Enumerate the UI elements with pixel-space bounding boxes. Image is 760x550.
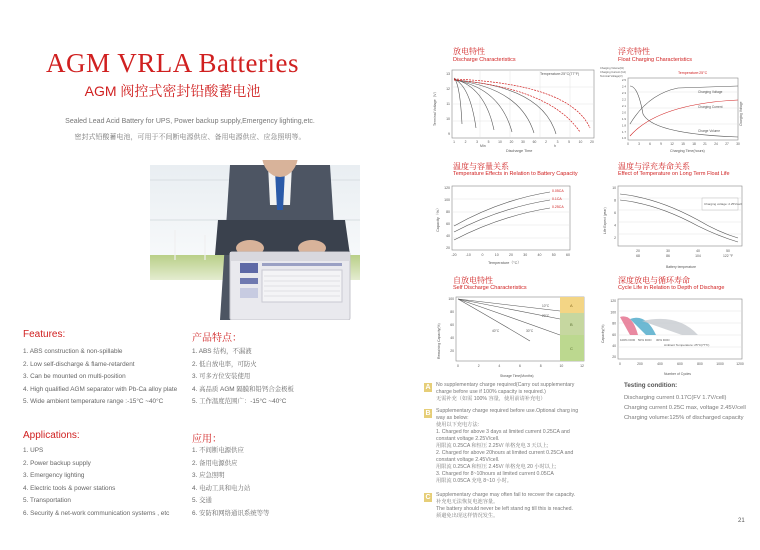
tick-label: 4 xyxy=(614,223,616,228)
tick-label: 120 xyxy=(444,186,450,191)
tick-label: -10 xyxy=(465,253,471,257)
temperature-title-en: Temperature Effects in Relation to Battery Capacity xyxy=(453,171,578,177)
testing-lines xyxy=(624,393,754,423)
list-item: 5. 工作温度范围广：-15°C ~40°C xyxy=(192,398,287,405)
tick-label: 104 xyxy=(695,254,701,258)
tick-label: 4 xyxy=(498,364,501,368)
float-life-ylabel: Life Expect (year) xyxy=(603,207,607,234)
temperature-curve-label: 0.1CA xyxy=(552,197,562,201)
tick-label: 40 xyxy=(612,344,616,348)
tick-label: 1.8 xyxy=(621,123,626,128)
tick-label: 9 xyxy=(448,132,450,137)
features-list-cn xyxy=(192,346,342,409)
zone-label: B xyxy=(570,322,573,327)
list-item: 5. Wide ambient temperature range :-15°C ~40°C xyxy=(23,398,164,405)
tick-label: 2 xyxy=(464,140,467,144)
float-life-chart xyxy=(598,180,748,272)
note-a xyxy=(436,382,616,403)
list-item: 1. UPS xyxy=(23,447,44,454)
temperature-xlabel: Temperature（°C） xyxy=(488,261,522,265)
tick-label: 2 xyxy=(477,364,480,368)
self-discharge-chart xyxy=(430,293,600,383)
float-label-voltage: Charging Voltage xyxy=(698,90,723,94)
tick-label: 1.7 xyxy=(621,129,626,134)
note-b xyxy=(436,408,616,485)
tick-label: 20 xyxy=(509,253,513,257)
cycle-curve-label: 30% DOD xyxy=(656,338,670,342)
list-item: 4. 电动工具和电力站 xyxy=(192,484,251,492)
list-item: 6. 安防和网络通讯系统等等 xyxy=(192,509,270,517)
tick-label: 60 xyxy=(450,323,454,328)
note-line: constant voltage 2.45V/cell. xyxy=(436,457,500,463)
tick-label: 400 xyxy=(657,362,663,366)
tick-label: 1 xyxy=(453,140,455,144)
note-line: 使用以下充电方法: xyxy=(436,422,479,428)
tick-label: -20 xyxy=(451,253,457,257)
tick-label: 100 xyxy=(448,297,454,302)
tick-label: 20 xyxy=(509,140,514,144)
tick-label: 30 xyxy=(666,249,670,253)
tick-label: 0 xyxy=(627,142,629,146)
tick-label: 60 xyxy=(612,332,616,337)
cycle-ambient: Ambient Temperature: 25°C(77°F) xyxy=(664,343,710,347)
list-item: 1. ABS 结构，不漏液 xyxy=(192,348,252,355)
tick-label: 122 °F xyxy=(722,254,734,258)
cycle-life-ylabel: Capacity(%) xyxy=(601,324,605,343)
zone-label: A xyxy=(570,303,573,308)
self-discharge-title-cn: 自放电特性 xyxy=(453,276,493,285)
tick-label: 2.0 xyxy=(621,110,626,115)
tick-label: 30 xyxy=(523,253,528,257)
note-line: 2. Charged for above 20hours at limited current 0.25CA and xyxy=(436,450,574,456)
temp-label: 30°C xyxy=(526,329,534,333)
temperature-ylabel: Capacity（%） xyxy=(436,206,440,232)
cycle-curve-label: 100% DOD xyxy=(620,338,636,342)
tick-label: 9 xyxy=(660,142,662,146)
tick-label: 2.1 xyxy=(621,103,626,108)
title-en: AGM VRLA Batteries xyxy=(46,48,299,78)
float-label-current: Charging Current xyxy=(698,105,723,109)
zone-label: C xyxy=(570,346,573,351)
tick-label: 2.2 xyxy=(621,97,626,102)
intro-en: Sealed Lead Acid Battery for UPS, Power backup supply,Emergency lighting,etc. xyxy=(65,118,315,125)
tick-label: 30 xyxy=(736,142,740,146)
tick-label: 50 xyxy=(551,253,556,257)
list-item: 2. 低自放电率，可防火 xyxy=(192,360,257,368)
note-line: 无需补充（如需 100% 容量，使用前请补充电） xyxy=(436,396,546,402)
tick-label: 10 xyxy=(498,140,502,144)
tick-label: 11 xyxy=(446,102,450,107)
discharge-ylabel: Terminal Voltage（V） xyxy=(433,89,437,126)
tick-label: 20 xyxy=(612,355,616,360)
tick-label: 100 xyxy=(444,198,450,203)
applications-heading-en: Applications: xyxy=(23,430,80,441)
cycle-life-title-cn: 深度放电与循环寿命 xyxy=(618,276,690,285)
float-life-title-en: Effect of Temperature on Long Term Float Life xyxy=(618,171,730,177)
tick-label: 6 xyxy=(519,364,521,368)
cycle-curve-label: 50% DOD xyxy=(638,338,652,342)
tick-label: 6 xyxy=(614,211,616,216)
self-discharge-title-en: Self Discharge Characteristics xyxy=(453,285,527,291)
title-cn: AGM 阀控式密封铅酸蓄电池 xyxy=(84,83,261,99)
temperature-chart xyxy=(430,180,600,270)
tick-label: 3 xyxy=(638,142,640,146)
tick-label: 80 xyxy=(612,321,616,326)
float-title-en: Float Charging Characteristics xyxy=(618,57,692,63)
tick-label: 24 xyxy=(714,142,718,146)
applications-list-cn xyxy=(192,445,342,520)
self-discharge-xlabel: Storage Time(Months) xyxy=(500,374,534,378)
temp-label: 20°C xyxy=(542,314,550,318)
tick-label: 2 xyxy=(545,140,547,144)
float-ylabel: Charging Voltage xyxy=(739,101,743,126)
note-line: charge before use if 100% capacity is required.) xyxy=(436,389,546,395)
tick-label: 40 xyxy=(696,249,700,253)
tick-label: 86 xyxy=(666,254,670,258)
tick-label: 10 xyxy=(494,253,499,257)
discharge-unit-min: Min xyxy=(480,144,486,148)
note-line: 用限流 0.05CA 充电 8~10 小时。 xyxy=(436,478,512,484)
note-line: 1. Charged for above 3 days at limited current 0.25CA and xyxy=(436,429,570,435)
float-axis-head-volume: Charging Volume(%) xyxy=(600,67,624,70)
float-xlabel: Charging Time(hours) xyxy=(670,149,705,153)
list-item: 1. 不间断电源供应 xyxy=(192,447,244,454)
tick-label: 80 xyxy=(450,310,454,315)
tick-label: 1.6 xyxy=(621,136,626,141)
tick-label: 10 xyxy=(578,140,583,144)
testing-heading: Testing condition: xyxy=(624,382,678,389)
battery-photo xyxy=(0,160,420,320)
tick-label: 12 xyxy=(580,364,584,368)
list-item: 2. Power backup supply xyxy=(23,459,91,467)
list-item: 3. Can be mounted on multi-position xyxy=(23,373,126,380)
cycle-life-chart xyxy=(598,293,748,377)
testing-line: Charging current 0.25C max, voltage 2.45V/cell xyxy=(624,405,746,411)
note-c-badge: C xyxy=(425,494,431,501)
tick-label: 15 xyxy=(681,142,685,146)
note-a-badge: A xyxy=(425,384,431,391)
features-heading-cn: 产品特点： xyxy=(192,333,242,344)
tick-label: 1000 xyxy=(716,362,724,366)
note-line: Supplementary charge required before use.Optional charg ing xyxy=(436,408,579,414)
note-line: way as below: xyxy=(436,415,469,421)
tick-label: 60 xyxy=(446,222,450,227)
tick-label: 60 xyxy=(532,140,537,144)
tick-label: 20 xyxy=(446,246,450,251)
tick-label: 0 xyxy=(481,253,484,257)
tick-label: 3 xyxy=(556,140,559,144)
tick-label: 12 xyxy=(446,87,450,92)
list-item: 2. Low self-discharge & flame-retardent xyxy=(23,360,135,368)
tick-label: 120 xyxy=(610,299,616,304)
features-list-en xyxy=(23,346,188,409)
tick-label: 8 xyxy=(539,364,542,368)
discharge-legend: Temperature:25°C(77°F) xyxy=(540,72,580,76)
tick-label: 5 xyxy=(487,140,490,144)
discharge-xlabel: Discharge Time xyxy=(506,149,533,153)
self-discharge-ylabel: Remaining Capacity(%) xyxy=(437,323,441,359)
list-item: 3. 可多方位安装使用 xyxy=(192,373,251,380)
tick-label: 20 xyxy=(450,349,454,354)
tick-label: 8 xyxy=(614,198,616,203)
temperature-title-cn: 温度与容量关系 xyxy=(453,162,509,171)
tick-label: 18 xyxy=(692,142,696,146)
discharge-unit-h: h xyxy=(554,144,556,148)
tick-label: 40 xyxy=(450,336,454,341)
tick-label: 3 xyxy=(476,140,478,144)
float-label-volume: Charge Volume xyxy=(698,129,720,133)
testing-line: Charging volume:125% of discharged capacity xyxy=(624,415,744,421)
tick-label: 40 xyxy=(446,234,450,239)
float-chart xyxy=(598,64,748,156)
tick-label: 40 xyxy=(537,253,542,257)
note-line: 须避免出现这样情况发生。 xyxy=(436,513,499,519)
tick-label: 68 xyxy=(636,254,640,258)
note-line: No supplementary charge required(Carry out supplementary xyxy=(436,382,575,388)
tick-label: 30 xyxy=(521,140,525,144)
note-line: constant voltage 2.25V/cell. xyxy=(436,436,500,442)
float-life-xlabel: Battery temperature xyxy=(666,265,696,269)
tick-label: 60 xyxy=(566,253,570,257)
tick-label: 80 xyxy=(446,210,450,215)
tick-label: 13 xyxy=(446,72,450,77)
tick-label: 2.3 xyxy=(621,91,626,96)
temp-label: 40°C xyxy=(492,329,500,333)
note-line: 用限流 0.25CA 和恒压 2.45V/ 单格充电 20 小时以上; xyxy=(436,464,557,470)
note-line: The battery should never be left stand ng till this is reached. xyxy=(436,506,573,512)
list-item: 4. 高品质 AGM 隔膜和铅钙合金极板 xyxy=(192,385,294,393)
float-axis-head-voltage: Terminal Voltage(V) xyxy=(600,75,623,78)
float-legend: Temperature:25°C xyxy=(678,71,708,75)
note-line: Supplementary charge may often fail to recover the capacity. xyxy=(436,492,576,498)
tick-label: 20 xyxy=(590,140,594,144)
discharge-chart xyxy=(430,64,600,156)
temperature-curve-label: 0.05CA xyxy=(552,189,564,193)
list-item: 4. Electric tools & power stations xyxy=(23,484,116,492)
intro-cn: 密封式铅酸蓄电池，可用于不间断电源供应、备用电源供应、应急照明等。 xyxy=(74,134,306,141)
tick-label: 1200 xyxy=(736,362,744,366)
tick-label: 20 xyxy=(636,249,640,253)
tick-label: 600 xyxy=(677,362,683,366)
note-line: 3. Charged for 8~10hours at limited current 0.05CA xyxy=(436,471,554,477)
applications-heading-cn: 应用： xyxy=(192,434,222,445)
tick-label: 200 xyxy=(637,362,643,366)
float-title-cn: 浮充特性 xyxy=(618,47,650,56)
float-axis-head-current: Charging Current (CA) xyxy=(600,71,626,74)
cycle-life-xlabel: Number of Cycles xyxy=(664,372,691,376)
discharge-title-cn: 放电特性 xyxy=(453,47,485,56)
tick-label: 0 xyxy=(619,362,621,366)
note-line: 用限流 0.25CA 和恒压 2.25V/ 单格充电 3 天以上; xyxy=(436,443,549,449)
page-number: 21 xyxy=(738,518,745,524)
tick-label: 10 xyxy=(612,186,616,191)
list-item: 6. Security & net-work communication systems , etc xyxy=(23,509,170,517)
tick-label: 1.9 xyxy=(621,116,626,121)
list-item: 4. High qualified AGM separator with Pb-Ca alloy plate xyxy=(23,385,178,393)
temperature-curve-label: 0.25CA xyxy=(552,205,564,209)
tick-label: 12 xyxy=(670,142,674,146)
list-item: 3. 应急照明 xyxy=(192,472,225,479)
tick-label: 6 xyxy=(649,142,651,146)
tick-label: 2 xyxy=(614,236,616,241)
float-life-title-cn: 温度与浮充寿命关系 xyxy=(618,162,690,171)
temp-label: 10°C xyxy=(542,304,550,308)
note-c xyxy=(436,492,616,520)
tick-label: 2.5 xyxy=(621,78,626,83)
tick-label: 10 xyxy=(446,117,450,122)
cycle-life-title-en: Cycle Life in Relation to Depth of Discharge xyxy=(618,285,725,291)
tick-label: 100 xyxy=(610,310,616,315)
list-item: 5. Transportation xyxy=(23,497,71,504)
list-item: 1. ABS construction & non-spillable xyxy=(23,348,123,355)
list-item: 2. 备用电源供应 xyxy=(192,459,238,467)
discharge-title-en: Discharge Characteristics xyxy=(453,57,516,63)
list-item: 5. 交通 xyxy=(192,497,212,504)
tick-label: 800 xyxy=(697,362,703,366)
tick-label: 21 xyxy=(703,142,707,146)
testing-line: Discharging current 0.17C(FV 1.7V/cell) xyxy=(624,395,727,401)
float-life-legend: Charging voltage: 2.25V/cell xyxy=(704,202,742,206)
tick-label: 0 xyxy=(457,364,459,368)
tick-label: 50 xyxy=(726,249,730,253)
list-item: 3. Emergency lighting xyxy=(23,472,85,479)
tick-label: 5 xyxy=(568,140,570,144)
tick-label: 27 xyxy=(725,142,729,146)
tick-label: 2.4 xyxy=(621,84,626,89)
features-heading-en: Features: xyxy=(23,329,66,340)
tick-label: 10 xyxy=(559,364,564,368)
note-line: 补充电无法恢复电池容量。 xyxy=(436,499,499,505)
note-b-badge: B xyxy=(425,410,431,417)
applications-list-en xyxy=(23,445,188,520)
